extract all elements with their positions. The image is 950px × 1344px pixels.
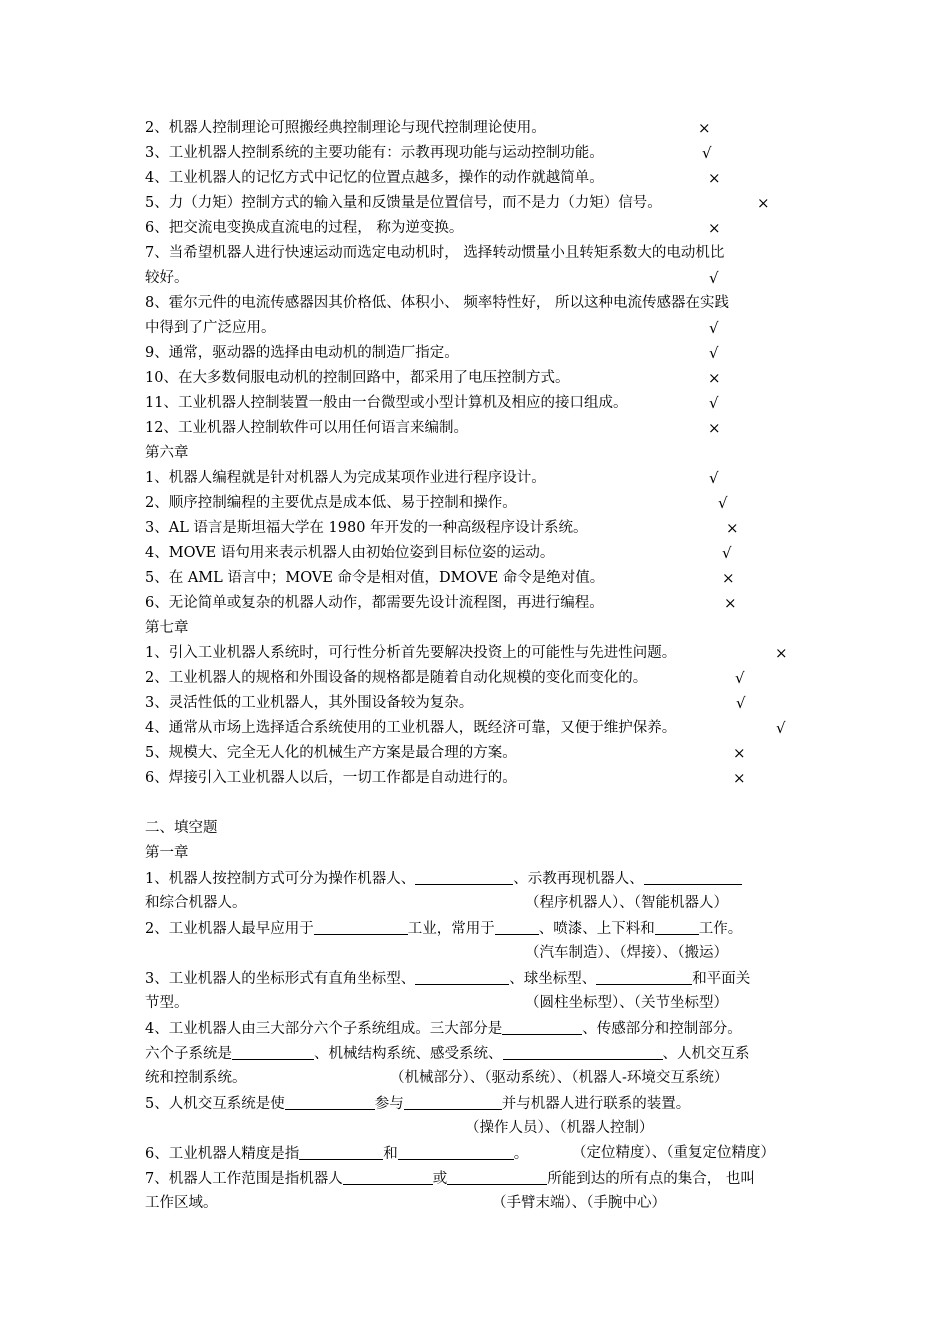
text-segment: 2、工业机器人最早应用于	[145, 921, 314, 937]
text-segment: 工业，常用于	[407, 921, 495, 937]
fill-question-4	[145, 1020, 742, 1037]
answer-text: （操作人员）、（机器人控制）	[465, 1120, 654, 1136]
wrong-mark: ×	[726, 519, 739, 537]
text-segment: 所能到达的所有点的集合， 也叫	[547, 1171, 755, 1187]
text-segment: 或	[432, 1171, 448, 1187]
tf-ch5-item-9: 9、通常，驱动器的选择由电动机的制造厂指定。	[145, 345, 459, 361]
check-mark: √	[702, 144, 712, 162]
text-segment: 、传感部分和控制部分。	[582, 1021, 742, 1037]
fill-question-5	[145, 1095, 690, 1112]
tf-ch6-item-3: 3、AL 语言是斯坦福大学在 1980 年开发的一种高级程序设计系统。	[145, 520, 588, 536]
tf-ch7-item-2: 2、工业机器人的规格和外围设备的规格都是随着自动化规模的变化而变化的。	[145, 670, 648, 686]
text-segment: 和平面关	[692, 971, 751, 987]
tf-ch5-item-7: 7、当希望机器人进行快速运动而选定电动机时， 选择转动惯量小且转矩系数大的电动机比	[145, 245, 725, 261]
blank	[644, 870, 742, 885]
tf-ch5-item-7-cont: 较好。	[145, 270, 189, 286]
tf-ch7-item-5: 5、规模大、完全无人化的机械生产方案是最合理的方案。	[145, 745, 517, 761]
answer-text: （圆柱坐标型）、（关节坐标型）	[525, 995, 728, 1011]
text-segment: 、球坐标型、	[509, 971, 597, 987]
fill-question-1	[145, 870, 742, 887]
text-segment: 并与机器人进行联系的装置。	[501, 1096, 691, 1112]
fill-question-7	[145, 1170, 755, 1187]
tf-ch6-item-4: 4、MOVE 语句用来表示机器人由初始位姿到目标位姿的运动。	[145, 545, 555, 561]
check-mark: √	[735, 669, 745, 687]
text-segment: 1、机器人按控制方式可分为操作机器人、	[145, 871, 416, 887]
answer-text: （定位精度）、（重复定位精度）	[572, 1145, 775, 1161]
tf-ch5-item-5: 5、力（力矩）控制方式的输入量和反馈量是位置信号，而不是力（力矩）信号。	[145, 195, 662, 211]
tf-ch6-item-5: 5、在 AML 语言中；MOVE 命令是相对值，DMOVE 命令是绝对值。	[145, 570, 605, 586]
tf-ch6-item-6: 6、无论简单或复杂的机器人动作，都需要先设计流程图，再进行编程。	[145, 595, 604, 611]
blank	[232, 1045, 314, 1060]
text-segment: 工作。	[698, 921, 743, 937]
wrong-mark: ×	[722, 569, 735, 587]
text-segment: 、示教再现机器人、	[513, 871, 644, 887]
tf-ch7-item-6: 6、焊接引入工业机器人以后，一切工作都是自动进行的。	[145, 770, 517, 786]
fill-question-7-cont: 工作区域。	[145, 1195, 218, 1211]
wrong-mark: ×	[775, 644, 788, 662]
wrong-mark: ×	[724, 594, 737, 612]
tf-ch5-item-11: 11、工业机器人控制装置一般由一台微型或小型计算机及相应的接口组成。	[145, 395, 628, 411]
tf-ch5-item-8: 8、霍尔元件的电流传感器因其价格低、体积小、 频率特性好， 所以这种电流传感器在实践	[145, 295, 729, 311]
check-mark: √	[709, 319, 719, 337]
blank	[447, 1170, 547, 1185]
tf-ch5-item-4: 4、工业机器人的记忆方式中记忆的位置点越多，操作的动作就越简单。	[145, 170, 604, 186]
fill-question-1-cont: 和综合机器人。	[145, 895, 247, 911]
text-segment: 6、工业机器人精度是指	[145, 1146, 300, 1162]
blank	[314, 920, 408, 935]
text-segment: 3、工业机器人的坐标形式有直角坐标型、	[145, 971, 416, 987]
fill-question-3	[145, 970, 750, 987]
blank	[495, 920, 539, 935]
wrong-mark: ×	[708, 369, 721, 387]
check-mark: √	[709, 269, 719, 287]
blank	[299, 1145, 383, 1160]
tf-ch5-item-2: 2、机器人控制理论可照搬经典控制理论与现代控制理论使用。	[145, 120, 546, 136]
text-segment: 4、工业机器人由三大部分六个子系统组成。三大部分是	[145, 1021, 503, 1037]
text-segment: 。	[513, 1146, 529, 1162]
fill-question-3-cont: 节型。	[145, 995, 189, 1011]
section-title: 二、填空题	[145, 820, 218, 836]
blank	[596, 970, 692, 985]
fill-question-4-cont: 统和控制系统。	[145, 1070, 247, 1086]
check-mark: √	[722, 544, 732, 562]
text-segment: 5、人机交互系统是使	[145, 1096, 285, 1112]
text-segment: 参与	[374, 1096, 404, 1112]
answer-text: （手臂末端）、（手腕中心）	[492, 1195, 666, 1211]
blank	[404, 1095, 502, 1110]
wrong-mark: ×	[733, 744, 746, 762]
blank	[285, 1095, 375, 1110]
wrong-mark: ×	[708, 419, 721, 437]
answer-text: （汽车制造）、（焊接）、（搬运）	[525, 945, 728, 961]
tf-ch6-item-2: 2、顺序控制编程的主要优点是成本低、易于控制和操作。	[145, 495, 517, 511]
blank	[415, 870, 513, 885]
check-mark: √	[709, 469, 719, 487]
chapter-1-heading: 第一章	[145, 845, 189, 861]
check-mark: √	[709, 394, 719, 412]
tf-ch5-item-10: 10、在大多数伺服电动机的控制回路中，都采用了电压控制方式。	[145, 370, 570, 386]
tf-ch5-item-3: 3、工业机器人控制系统的主要功能有：示教再现功能与运动控制功能。	[145, 145, 604, 161]
tf-ch5-item-12: 12、工业机器人控制软件可以用任何语言来编制。	[145, 420, 468, 436]
check-mark: √	[736, 694, 746, 712]
blank	[343, 1170, 433, 1185]
wrong-mark: ×	[708, 219, 721, 237]
fill-question-2	[145, 920, 742, 937]
tf-ch5-item-6: 6、把交流电变换成直流电的过程， 称为逆变换。	[145, 220, 464, 236]
text-segment: 、机械结构系统、感受系统、	[314, 1046, 503, 1062]
text-segment: 和	[383, 1146, 398, 1162]
tf-ch7-item-1: 1、引入工业机器人系统时，可行性分析首先要解决投资上的可能性与先进性问题。	[145, 645, 677, 661]
tf-ch6-item-1: 1、机器人编程就是针对机器人为完成某项作业进行程序设计。	[145, 470, 546, 486]
tf-ch5-item-8-cont: 中得到了广泛应用。	[145, 320, 276, 336]
fill-question-4-line-2	[145, 1045, 750, 1062]
wrong-mark: ×	[757, 194, 770, 212]
text-segment: 7、机器人工作范围是指机器人	[145, 1171, 343, 1187]
tf-ch7-item-3: 3、灵活性低的工业机器人，其外围设备较为复杂。	[145, 695, 474, 711]
wrong-mark: ×	[698, 119, 711, 137]
chapter-7-heading: 第七章	[145, 620, 189, 636]
blank	[655, 920, 699, 935]
wrong-mark: ×	[708, 169, 721, 187]
check-mark: √	[709, 344, 719, 362]
text-segment: 、喷漆、上下料和	[538, 921, 655, 937]
check-mark: √	[718, 494, 728, 512]
blank	[398, 1145, 514, 1160]
blank	[503, 1045, 663, 1060]
text-segment: 六个子系统是	[145, 1046, 232, 1062]
answer-text: （程序机器人）、（智能机器人）	[525, 895, 728, 911]
tf-ch7-item-4: 4、通常从市场上选择适合系统使用的工业机器人，既经济可靠，又便于维护保养。	[145, 720, 677, 736]
chapter-6-heading: 第六章	[145, 445, 189, 461]
blank	[415, 970, 509, 985]
fill-question-6	[145, 1145, 528, 1162]
wrong-mark: ×	[733, 769, 746, 787]
check-mark: √	[776, 719, 786, 737]
text-segment: 、人机交互系	[662, 1046, 750, 1062]
blank	[502, 1020, 582, 1035]
answer-text: （机械部分）、（驱动系统）、（机器人-环境交互系统）	[390, 1070, 729, 1086]
